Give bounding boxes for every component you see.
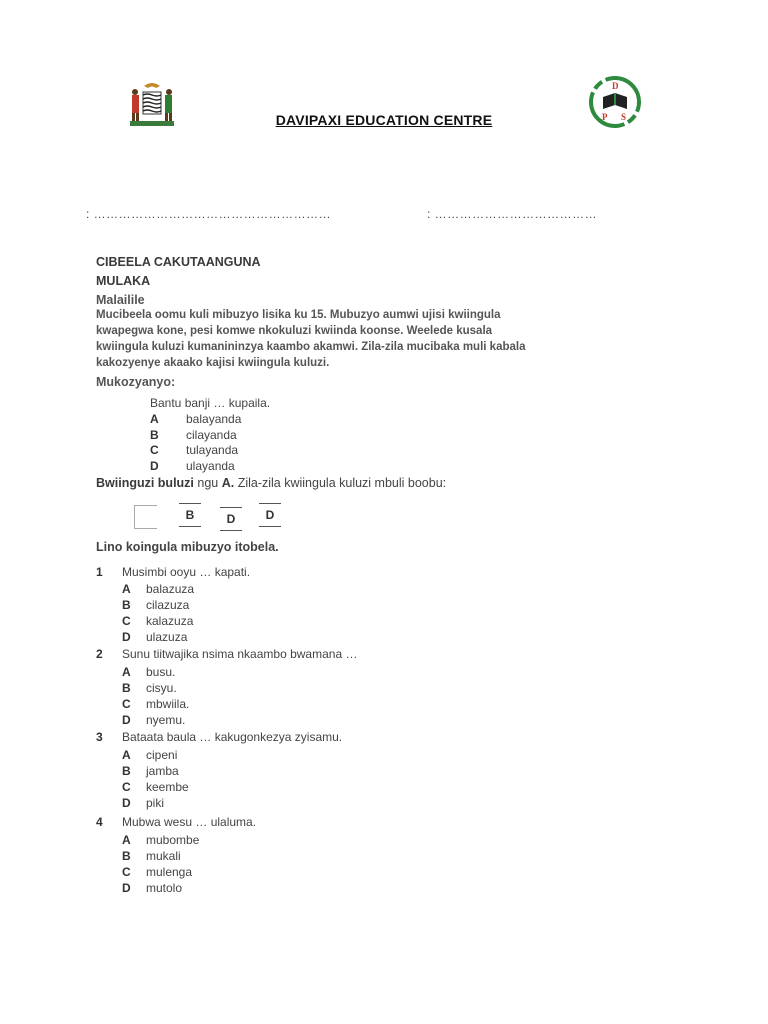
option-letter: A bbox=[122, 748, 131, 762]
question-number: 2 bbox=[96, 647, 103, 661]
option-letter: B bbox=[122, 764, 131, 778]
option-text: balazuza bbox=[146, 582, 195, 596]
option-text: jamba bbox=[146, 764, 179, 778]
option-letter: A bbox=[150, 412, 159, 426]
option[interactable] bbox=[122, 613, 194, 629]
option-letter: D bbox=[122, 796, 131, 810]
question bbox=[96, 647, 357, 661]
questions-heading: Lino koingula mibuzyo itobela. bbox=[96, 540, 279, 554]
example-option bbox=[150, 428, 241, 444]
question-options bbox=[122, 581, 194, 645]
option-text: mulenga bbox=[146, 865, 193, 879]
option[interactable] bbox=[122, 747, 189, 763]
logo-letter-p: P bbox=[602, 112, 608, 122]
option-text: piki bbox=[146, 796, 165, 810]
option-letter: B bbox=[150, 427, 159, 442]
question bbox=[96, 815, 256, 829]
question-stem: Musimbi ooyu … kapati. bbox=[122, 565, 251, 579]
question-number: 4 bbox=[96, 815, 103, 829]
answer-box: D bbox=[259, 503, 281, 527]
option[interactable] bbox=[122, 795, 189, 811]
option-text: mbwiila. bbox=[146, 697, 190, 711]
option-text: balayanda bbox=[186, 412, 242, 426]
example-stem: Bantu banji … kupaila. bbox=[150, 396, 271, 410]
example-option bbox=[150, 443, 241, 459]
answer-rest: Zila-zila kwiingula kuluzi mbuli boobu: bbox=[234, 476, 447, 490]
option-letter: C bbox=[122, 780, 131, 794]
question bbox=[96, 565, 250, 579]
answer-mid: ngu bbox=[193, 476, 222, 490]
instructions-text: Mucibeela oomu kuli mibuzyo lisika ku 15. Mubuzyo aumwi ujisi kwiingula kwapegwa kone, pesi komwe nkokuluzi kwiinda koonse. Weelede kusala kwiingula kuluzi kumanininzya kaambo akamwi. Zila-zila mucibaka muli kabala kakozyenye akaako kajisi kwiingula kuluzi. bbox=[96, 309, 526, 369]
option[interactable] bbox=[122, 864, 199, 880]
option-letter: B bbox=[122, 849, 131, 863]
question-stem: Bataata baula … kakugonkezya zyisamu. bbox=[122, 730, 343, 744]
option-text: tulayanda bbox=[186, 443, 239, 457]
question bbox=[96, 730, 342, 744]
example-heading: Mukozyanyo: bbox=[96, 375, 176, 389]
option[interactable] bbox=[122, 664, 189, 680]
option-text: kalazuza bbox=[146, 614, 194, 628]
option-text: nyemu. bbox=[146, 713, 186, 727]
option-letter: D bbox=[122, 881, 131, 895]
school-name-heading bbox=[0, 112, 768, 128]
question-number: 1 bbox=[96, 565, 103, 579]
option[interactable] bbox=[122, 880, 199, 896]
option[interactable] bbox=[122, 581, 194, 597]
paper-subtitle: MULAKA bbox=[96, 274, 151, 288]
option-letter: D bbox=[150, 458, 159, 473]
answer-box: D bbox=[220, 507, 242, 531]
example-options bbox=[150, 412, 241, 474]
option[interactable] bbox=[122, 629, 194, 645]
option-text: cilazuza bbox=[146, 598, 190, 612]
question-options bbox=[122, 747, 189, 811]
option[interactable] bbox=[122, 597, 194, 613]
example-option bbox=[150, 412, 241, 428]
answer-letter: A. bbox=[221, 476, 235, 490]
question-number: 3 bbox=[96, 730, 103, 744]
option[interactable] bbox=[122, 712, 189, 728]
answer-bold: Bwiinguzi buluzi bbox=[96, 476, 194, 490]
school-name-text: DAVIPAXI EDUCATION CENTRE bbox=[275, 112, 493, 128]
example-option bbox=[150, 459, 241, 475]
option-letter: A bbox=[122, 582, 131, 596]
logo-letter-d: D bbox=[612, 81, 619, 91]
option[interactable] bbox=[122, 832, 199, 848]
question-options bbox=[122, 664, 189, 728]
option-text: cipeni bbox=[146, 748, 178, 762]
option-text: mutolo bbox=[146, 881, 183, 895]
option-text: cilayanda bbox=[186, 427, 237, 442]
option-text: cisyu. bbox=[146, 681, 177, 695]
option-letter: B bbox=[122, 681, 131, 695]
option[interactable] bbox=[122, 779, 189, 795]
option-text: mukali bbox=[146, 849, 181, 863]
option-text: keembe bbox=[146, 780, 189, 794]
option-letter: A bbox=[122, 665, 131, 679]
option[interactable] bbox=[122, 848, 199, 864]
name-field-line: : ………………………………………………… bbox=[86, 207, 332, 221]
question-options bbox=[122, 832, 199, 896]
option-letter: D bbox=[122, 630, 131, 644]
option-text: ulayanda bbox=[186, 458, 235, 473]
option-text: busu. bbox=[146, 665, 176, 679]
option-letter: C bbox=[122, 697, 131, 711]
answer-box: B bbox=[179, 503, 201, 527]
question-stem: Sunu tiitwajika nsima nkaambo bwamana … bbox=[122, 647, 358, 661]
logo-letter-s: S bbox=[621, 112, 627, 122]
class-field-line: : ………………………………… bbox=[427, 207, 598, 221]
option-letter: C bbox=[122, 865, 131, 879]
option[interactable] bbox=[122, 763, 189, 779]
option-letter: B bbox=[122, 598, 131, 612]
option[interactable] bbox=[122, 696, 189, 712]
instructions-heading: Malailile bbox=[96, 293, 145, 307]
option-text: ulazuza bbox=[146, 630, 188, 644]
option-letter: C bbox=[122, 614, 131, 628]
answer-explanation bbox=[96, 476, 446, 490]
option-letter: C bbox=[150, 443, 159, 457]
option-letter: D bbox=[122, 713, 131, 727]
option-text: mubombe bbox=[146, 833, 200, 847]
answer-box-a-filled bbox=[134, 505, 157, 529]
option-letter: A bbox=[122, 833, 131, 847]
question-stem: Mubwa wesu … ulaluma. bbox=[122, 815, 257, 829]
option[interactable] bbox=[122, 680, 189, 696]
paper-title: CIBEELA CAKUTAANGUNA bbox=[96, 255, 261, 269]
